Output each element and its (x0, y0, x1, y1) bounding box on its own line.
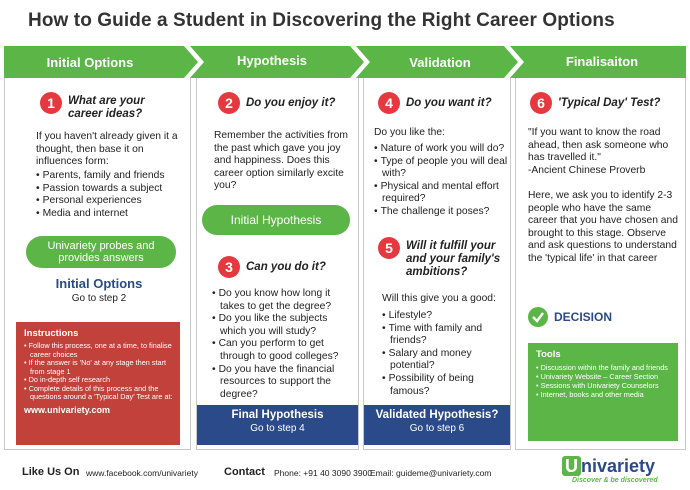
step-number-5: 5 (378, 237, 400, 259)
univariety-url-link[interactable]: www.univariety.com (24, 404, 111, 415)
question-can-do: Can you do it? (246, 261, 326, 273)
like-us-label: Like Us On (22, 466, 80, 478)
decision-label: DECISION (554, 310, 613, 324)
stage-label-3: Validation (409, 55, 471, 70)
list-item: • Salary and money potential? (382, 348, 510, 373)
question-career-ideas: What are your career ideas? (68, 95, 145, 120)
validated-hypothesis-title: Validated Hypothesis? (375, 409, 499, 421)
footer (0, 456, 690, 488)
col4-typical-day-text: Here, we ask you to identify 2-3 people who have the same career that you have chosen and brought to this stage. Observe and ask questions to understand the 'typical life' in that career (528, 190, 678, 264)
logo-text: nivariety (581, 456, 656, 476)
list-item: • If the answer is 'No' at any stage then start from stage 1 (24, 359, 176, 376)
stage-arrow-bar (4, 46, 686, 78)
step-number-6: 6 (530, 92, 552, 114)
stage-label-1: Initial Options (46, 55, 134, 70)
list-item: • Can you perform to get through to good colleges? (212, 338, 356, 363)
tools-box (528, 343, 678, 441)
logo-tagline: Discover & be discovered (572, 477, 658, 484)
final-hypothesis-box (197, 405, 358, 445)
list-item: • Parents, family and friends (36, 170, 186, 183)
go-to-step-2: Go to step 2 (71, 293, 127, 304)
list-item: • Passion towards a subject (36, 183, 186, 196)
tools-list (536, 363, 676, 399)
tools-heading: Tools (536, 349, 561, 360)
list-item: • Univariety Website – Career Section (536, 372, 676, 381)
instructions-list (24, 342, 176, 402)
question-fulfill-ambitions: Will it fulfill your and your family's ambitions? (406, 240, 501, 278)
contact-label: Contact (224, 466, 265, 478)
list-item: • Nature of work you will do? (374, 143, 510, 156)
col1-intro: If you haven't already given it a thought, then base it on influences form: (36, 131, 178, 167)
list-item: • Personal experiences (36, 195, 186, 208)
col3-fulfill-list (382, 310, 510, 398)
question-typical-day: 'Typical Day' Test? (558, 97, 661, 109)
list-item: • Type of people you will deal with? (374, 156, 510, 181)
phone-number: Phone: +91 40 3090 3900 (274, 468, 373, 478)
checkmark-icon (528, 307, 548, 327)
list-item: • Time with family and friends? (382, 323, 510, 348)
step-number-3: 3 (218, 256, 240, 278)
col2-can-do-list (212, 288, 356, 401)
question-want-it: Do you want it? (406, 97, 492, 109)
go-to-step-6: Go to step 6 (409, 423, 465, 434)
list-item: • Do you like the subjects which you will study? (212, 313, 356, 338)
list-item: • Lifestyle? (382, 310, 510, 323)
question-enjoy: Do you enjoy it? (246, 97, 336, 109)
initial-hypothesis-pill: Initial Hypothesis (202, 205, 350, 235)
step-number-2: 2 (218, 92, 240, 114)
stage-label-4: Finalisaiton (565, 54, 639, 69)
col4-quote-source: -Ancient Chinese Proverb (528, 165, 646, 176)
final-hypothesis-title: Final Hypothesis (231, 409, 324, 421)
list-item: • Internet, books and other media (536, 390, 676, 399)
email-link[interactable]: Email: guideme@univariety.com (370, 468, 492, 478)
list-item: • Complete details of this process and the questions around a 'Typical Day' Test are at: (24, 385, 176, 402)
col3-intro5: Will this give you a good: (382, 293, 496, 304)
list-item: • Sessions with Univariety Counselors (536, 381, 676, 390)
list-item: • Possibility of being famous? (382, 373, 510, 398)
list-item: • Follow this process, one at a time, to finalise career choices (24, 342, 176, 359)
univariety-probes-pill: Univariety probes and provides answers (26, 236, 176, 268)
col3-intro4: Do you like the: (374, 127, 445, 138)
step-number-1: 1 (40, 92, 62, 114)
logo-initial: U (562, 456, 581, 476)
list-item: • Physical and mental effort required? (374, 181, 510, 206)
list-item: • Do in-depth self research (24, 376, 176, 385)
validated-hypothesis-box (364, 405, 510, 445)
instructions-box (16, 322, 180, 445)
col3-want-list (374, 143, 510, 219)
facebook-link[interactable]: www.facebook.com/univariety (86, 468, 198, 478)
instructions-heading: Instructions (24, 328, 79, 339)
col4-quote: "If you want to know the road ahead, then ask someone who has travelled it." (528, 127, 669, 163)
list-item: • Discussion within the family and friends (536, 363, 676, 372)
list-item: • Do you have the financial resources to support the degree? (212, 364, 356, 402)
univariety-logo (562, 456, 655, 477)
list-item: • The challenge it poses? (374, 206, 510, 219)
col1-influences-list (36, 170, 186, 220)
col2-enjoy-text: Remember the activities from the past which gave you joy and happiness. Does this career option similarly excite you? (214, 130, 348, 191)
step-number-4: 4 (378, 92, 400, 114)
go-to-step-4: Go to step 4 (250, 423, 305, 434)
list-item: • Do you know how long it takes to get the degree? (212, 288, 356, 313)
initial-options-result: Initial Options (55, 276, 143, 291)
list-item: • Media and internet (36, 208, 186, 221)
stage-label-2: Hypothesis (236, 53, 308, 68)
page-title: How to Guide a Student in Discovering the Right Career Options (28, 10, 615, 31)
